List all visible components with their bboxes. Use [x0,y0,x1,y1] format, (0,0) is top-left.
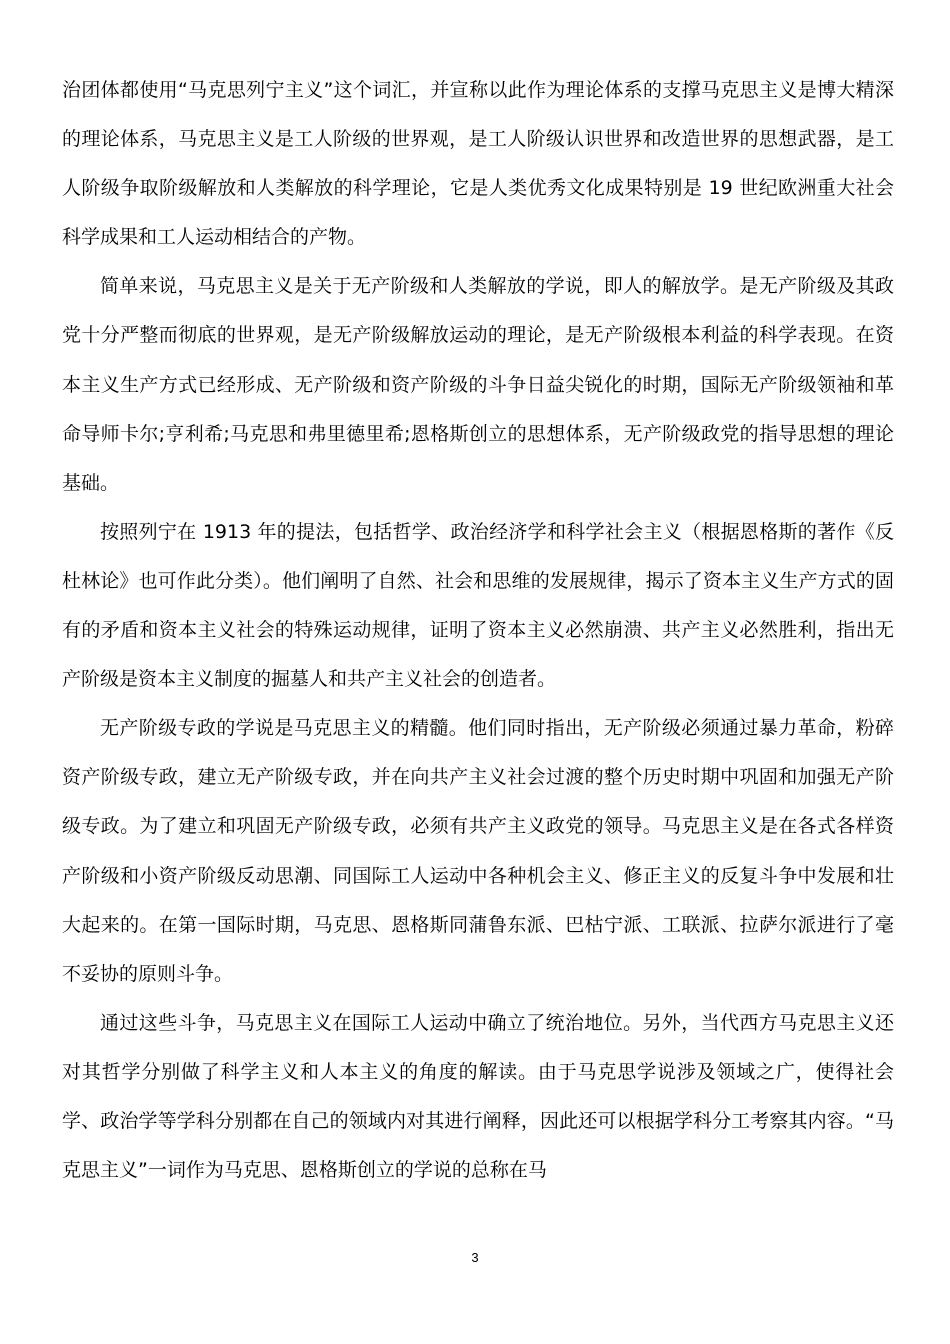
page-number: 3 [471,1250,479,1265]
paragraph-5: 通过这些斗争，马克思主义在国际工人运动中确立了统治地位。另外，当代西方马克思主义还对其哲学分别做了科学主义和人本主义的角度的解读。由于马克思学说涉及领域之广，使得社会学、政治学等学科分别都在自己的领域内对其进行阐释，因此还可以根据学科分工考察其内容。“马克思主义”一词作为马克思、恩格斯创立的学说的总称在马 [62,1011,894,1182]
paragraph-3: 按照列宁在 1913 年的提法，包括哲学、政治经济学和科学社会主义（根据恩格斯的著作《反杜林论》也可作此分类）。他们阐明了自然、社会和思维的发展规律，揭示了资本主义生产方式的固有的矛盾和资本主义社会的特殊运动规律，证明了资本主义必然崩溃、共产主义必然胜利，指出无产阶级是资本主义制度的掘墓人和共产主义社会的创造者。 [62,520,894,691]
paragraph-2: 简单来说，马克思主义是关于无产阶级和人类解放的学说，即人的解放学。是无产阶级及其政党十分严整而彻底的世界观，是无产阶级解放运动的理论，是无产阶级根本利益的科学表现。在资本主义生产方式已经形成、无产阶级和资产阶级的斗争日益尖锐化的时期，国际无产阶级领袖和革命导师卡尔;亨利希;马克思和弗里德里希;恩格斯创立的思想体系，无产阶级政党的指导思想的理论基础。 [62,275,894,494]
paragraph-4: 无产阶级专政的学说是马克思主义的精髓。他们同时指出，无产阶级必须通过暴力革命，粉碎资产阶级专政，建立无产阶级专政，并在向共产主义社会过渡的整个历史时期中巩固和加强无产阶级专政。为了建立和巩固无产阶级专政，必须有共产主义政党的领导。马克思主义是在各式各样资产阶级和小资产阶级反动思潮、同国际工人运动中各种机会主义、修正主义的反复斗争中发展和壮大起来的。在第一国际时期，马克思、恩格斯同蒲鲁东派、巴枯宁派、工联派、拉萨尔派进行了毫不妥协的原则斗争。 [62,717,894,985]
document-body [62,66,894,1195]
paragraph-1: 治团体都使用“马克思列宁主义”这个词汇，并宣称以此作为理论体系的支撑马克思主义是博大精深的理论体系，马克思主义是工人阶级的世界观，是工人阶级认识世界和改造世界的思想武器，是工人阶级争取阶级解放和人类解放的科学理论，它是人类优秀文化成果特别是 19 世纪欧洲重大社会科学成果和工人运动相结合的产物。 [62,79,894,249]
